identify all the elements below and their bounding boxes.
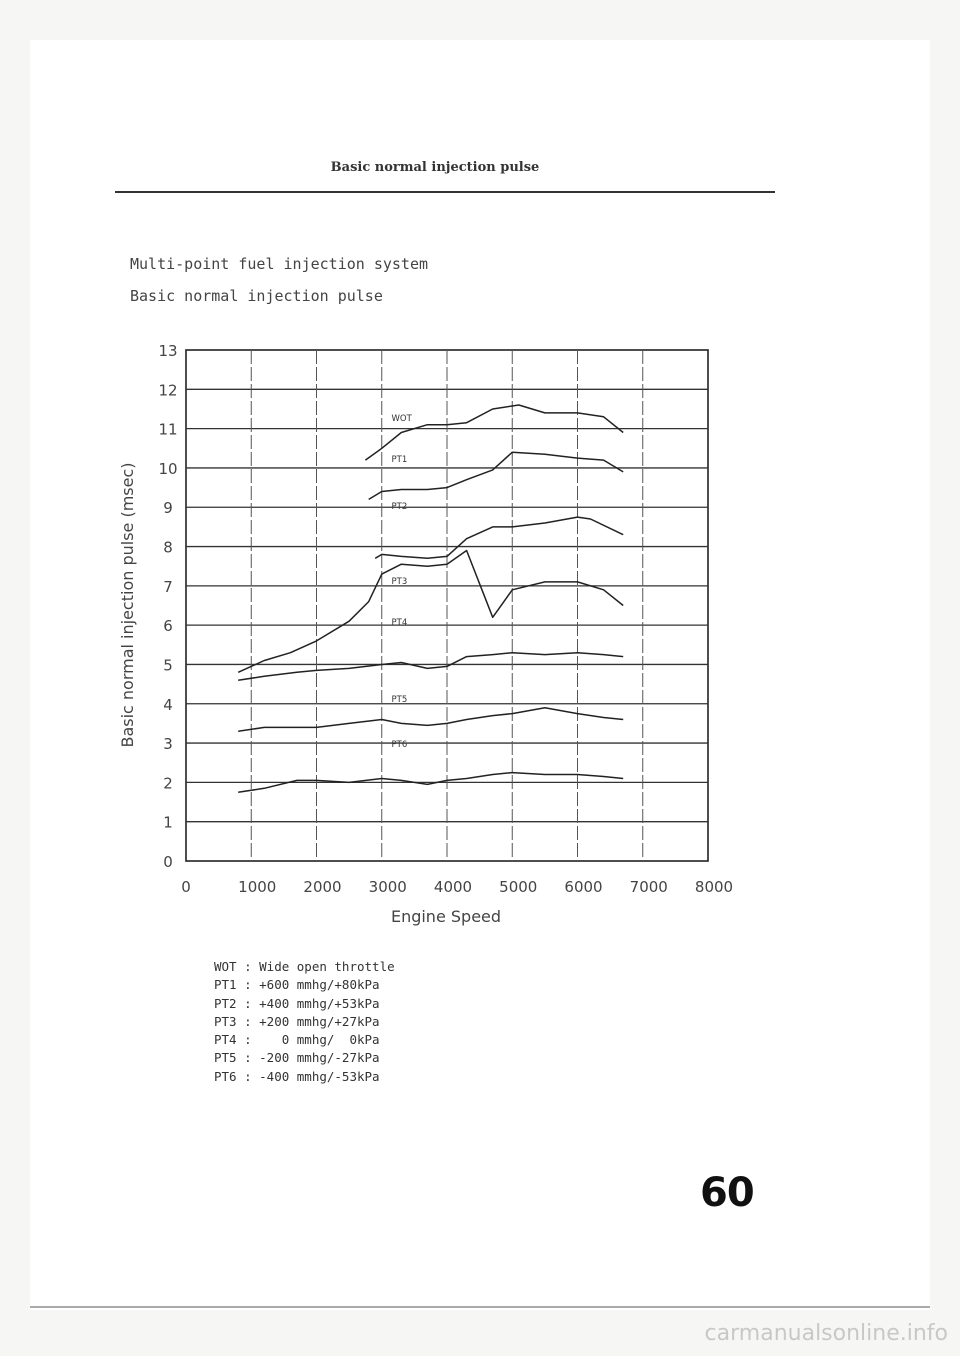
x-tick-label: 3000 <box>368 878 407 896</box>
y-tick-label: 0 <box>163 853 173 871</box>
watermark: carmanualsonline.info <box>704 1321 948 1346</box>
y-tick-label: 11 <box>158 420 178 439</box>
x-tick-label: 4000 <box>433 878 473 896</box>
x-tick-label: 2000 <box>303 878 342 896</box>
y-tick-label: 1 <box>163 813 173 832</box>
legend-row-pt4: PT4 : 0 mmhg/ 0kPa <box>214 1032 380 1048</box>
legend-row-pt1: PT1 : +600 mmhg/+80kPa <box>214 977 380 993</box>
x-tick-label: 5000 <box>499 878 538 896</box>
curve-label-pt3: PT3 <box>391 576 408 587</box>
y-tick-label: 6 <box>163 617 173 636</box>
legend-row-pt5: PT5 : -200 mmhg/-27kPa <box>214 1050 380 1066</box>
legend-row-wot: WOT : Wide open throttle <box>214 959 395 974</box>
series-line-pt4 <box>238 653 623 681</box>
x-tick-label: 7000 <box>629 878 668 896</box>
legend-row-pt3: PT3 : +200 mmhg/+27kPa <box>214 1013 380 1029</box>
curve-label-pt1: PT1 <box>391 455 408 466</box>
y-tick-label: 13 <box>158 342 178 360</box>
y-tick-label: 5 <box>163 656 173 675</box>
legend <box>214 958 395 1086</box>
x-tick-label: 0 <box>181 878 191 896</box>
y-tick-label: 2 <box>163 774 173 793</box>
y-tick-label: 8 <box>163 538 173 557</box>
series-line-pt2 <box>375 517 623 558</box>
page-header-title: Basic normal injection pulse <box>330 160 540 175</box>
page-number: 60 <box>700 1170 754 1216</box>
x-axis-label: Engine Speed <box>390 907 502 926</box>
y-tick-label: 7 <box>163 577 173 596</box>
x-tick-label: 6000 <box>564 878 603 896</box>
y-axis-label: Basic normal injection pulse (msec) <box>118 462 137 748</box>
curve-label-pt6: PT6 <box>391 740 408 751</box>
curve-label-pt2: PT2 <box>391 502 408 513</box>
footer-rule <box>30 1306 930 1308</box>
x-tick-label: 1000 <box>238 878 277 896</box>
curve-label-pt4: PT4 <box>391 618 408 629</box>
legend-row-pt6: PT6 : -400 mmhg/-53kPa <box>214 1068 380 1084</box>
y-tick-label: 12 <box>158 381 178 400</box>
curve-label-wot: WOT <box>391 413 412 424</box>
y-tick-label: 3 <box>163 735 173 754</box>
y-tick-label: 4 <box>163 695 173 714</box>
intro-line-1: Multi-point fuel injection system <box>130 255 429 273</box>
y-tick-label: 9 <box>163 499 173 518</box>
x-tick-label: 8000 <box>694 878 734 896</box>
legend-row-pt2: PT2 : +400 mmhg/+53kPa <box>214 995 380 1011</box>
intro-line-2: Basic normal injection pulse <box>130 287 383 305</box>
y-tick-label: 10 <box>158 459 178 478</box>
series-line-pt5 <box>238 708 623 732</box>
curve-label-pt5: PT5 <box>391 694 408 705</box>
